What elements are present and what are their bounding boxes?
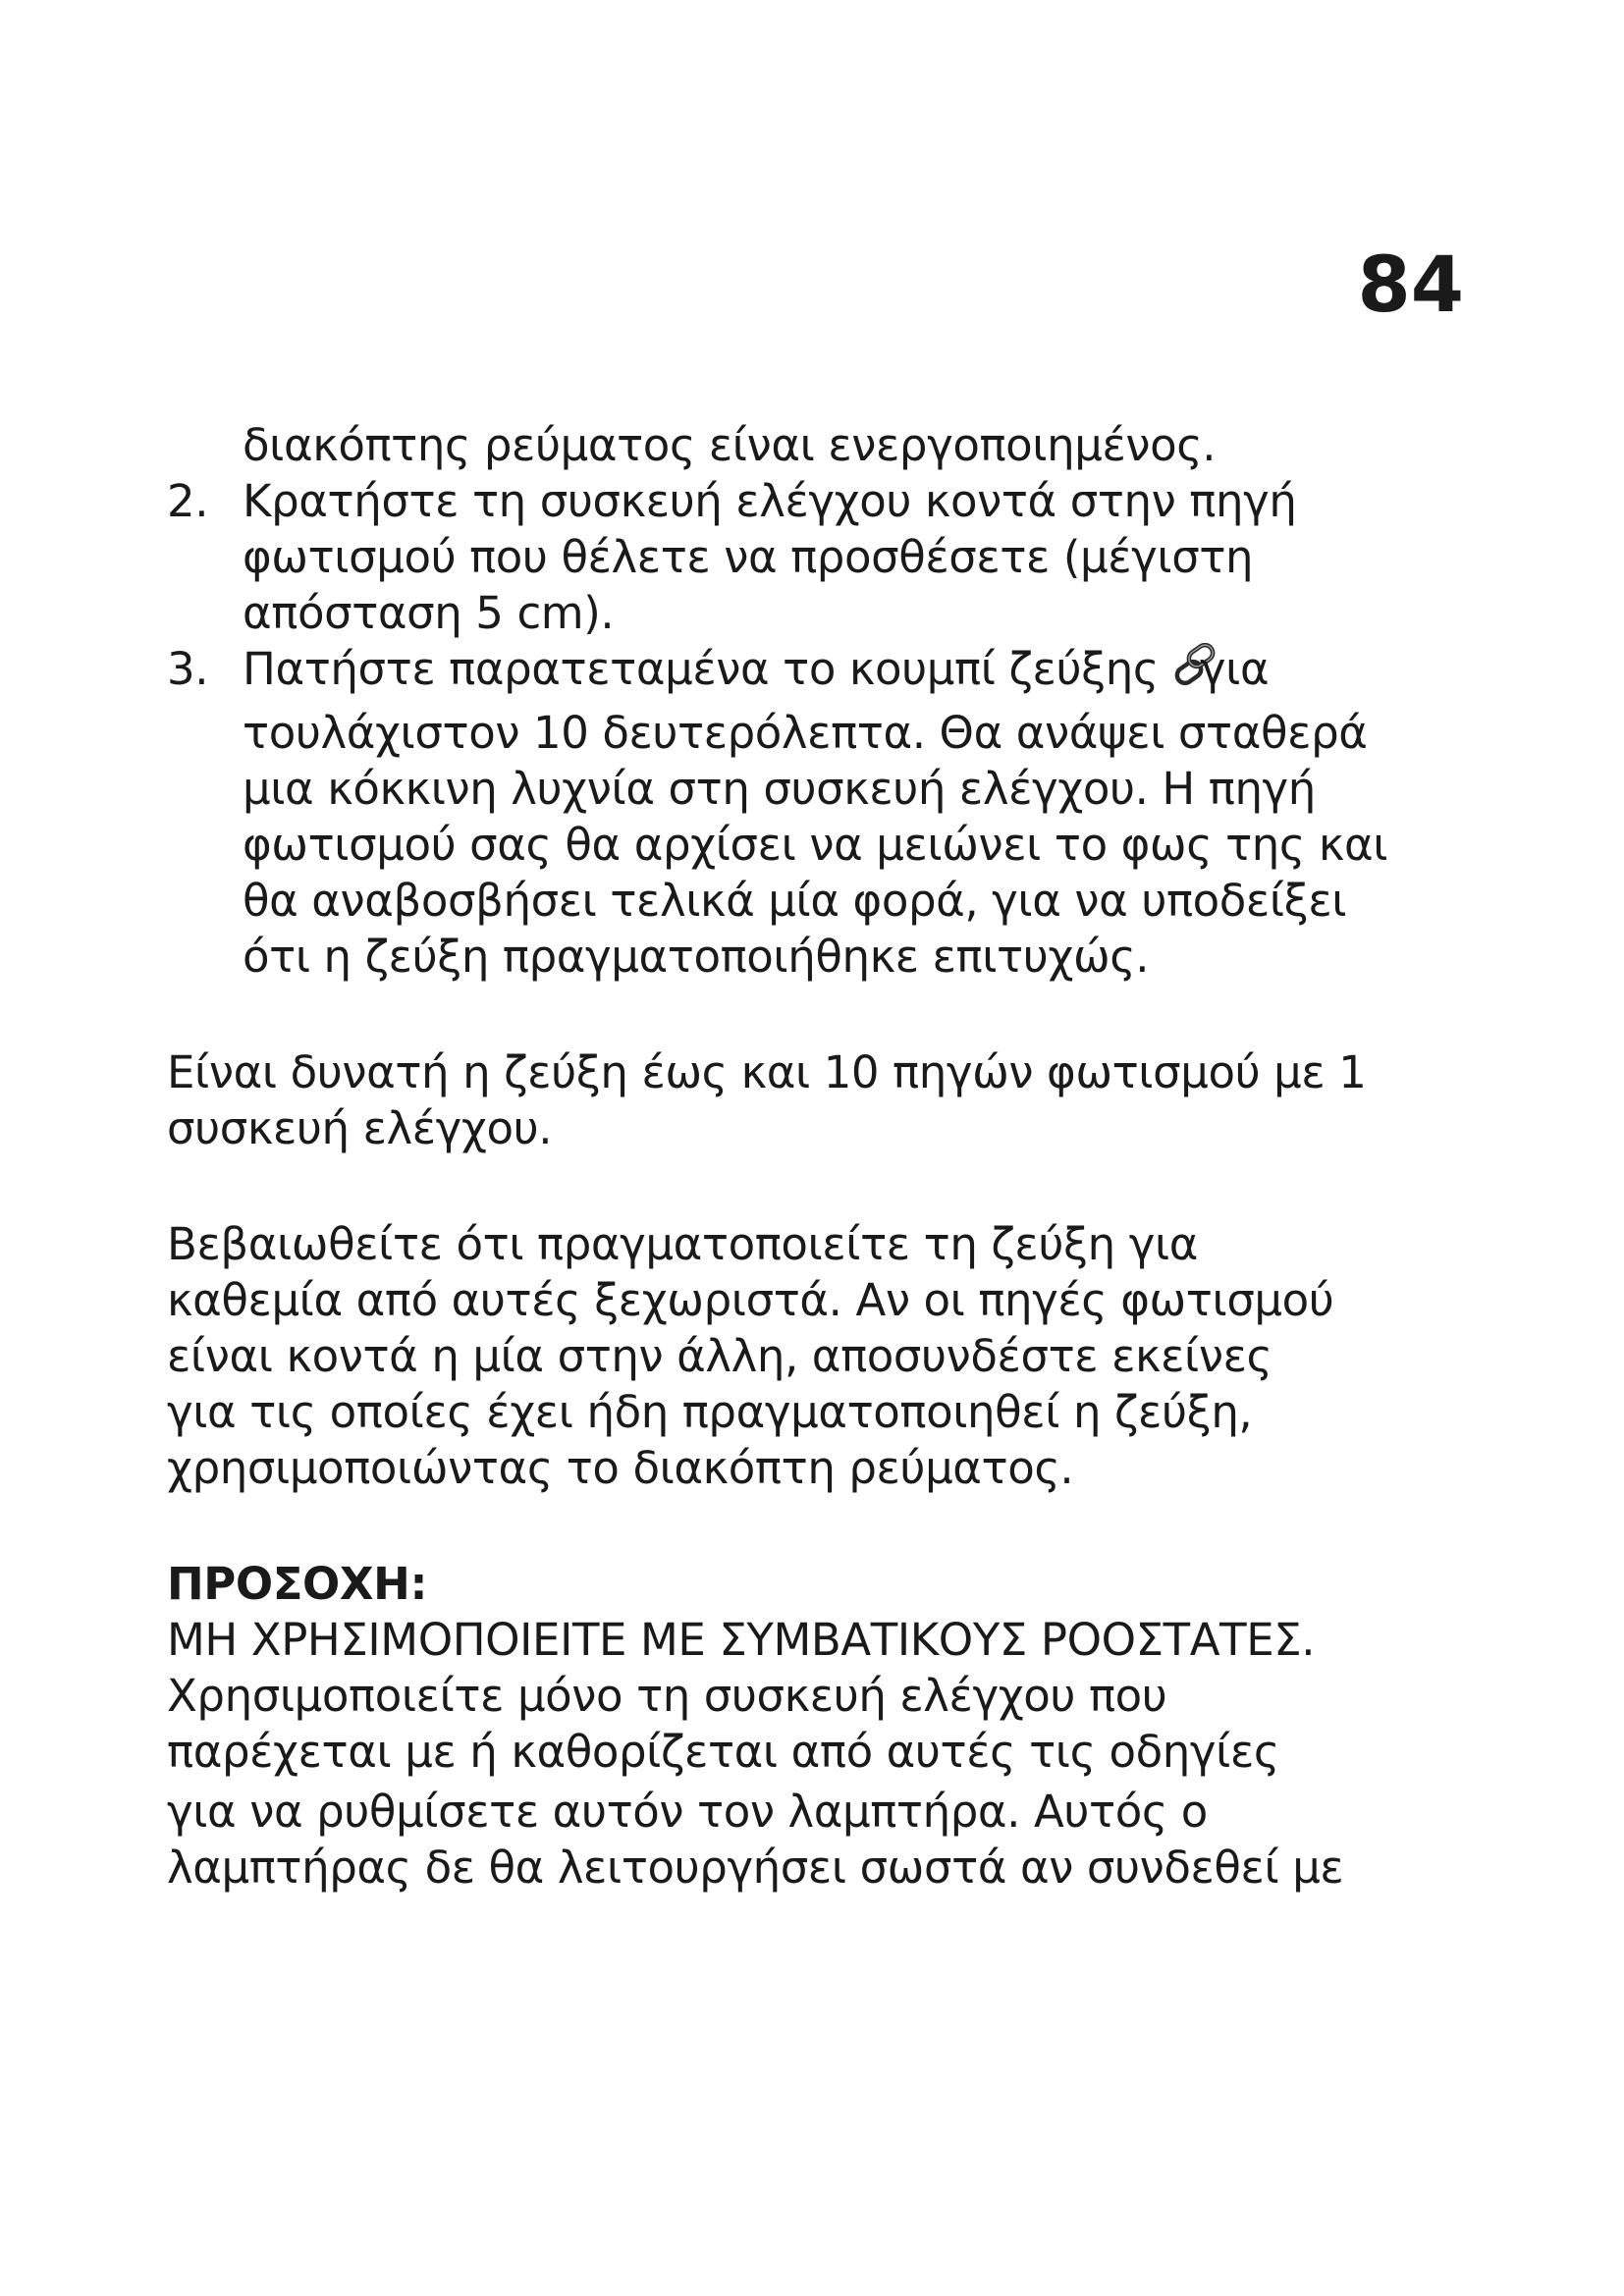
warning-line: λαμπτήρας δε θα λειτουργήσει σωστά αν συνδεθεί με [167,1842,1344,1894]
text-line: απόσταση 5 cm). [243,587,615,639]
list-number: 2. [167,475,209,527]
text-line: μια κόκκινη λυχνία στη συσκευή ελέγχου. Η πηγή [243,763,1316,815]
text-line: φωτισμού σας θα αρχίσει να μειώνει το φως της και [243,819,1388,871]
warning-section [167,1556,1483,1896]
document-body [167,417,1483,1896]
list-number: 3. [167,643,209,695]
paragraph [167,1044,1483,1156]
list-body [243,473,1483,641]
text-line: καθεμία από αυτές ξεχωριστά. Αν οι πηγές φωτισμού [167,1274,1334,1326]
text-line: για τις οποίες έχει ήδη πραγματοποιηθεί η ζεύξη, [167,1386,1253,1438]
warning-line: Χρησιμοποιείτε μόνο τη συσκευή ελέγχου που [167,1670,1167,1722]
warning-line: παρέχεται με ή καθορίζεται από αυτές τις οδηγίες [167,1726,1279,1778]
text-line: Βεβαιωθείτε ότι πραγματοποιείτε τη ζεύξη για [167,1218,1199,1270]
text-segment: Πατήστε παρατεταμένα το κουμπί ζεύξης [243,643,1159,695]
text-segment: για [1199,643,1270,695]
text-line: συσκευή ελέγχου. [167,1102,553,1154]
text-line: Κρατήστε τη συσκευή ελέγχου κοντά στην πηγή [243,475,1297,527]
list-item-step-2 [167,473,1483,641]
text-line: Είναι δυνατή η ζεύξη έως και 10 πηγών φωτισμού με 1 [167,1046,1367,1098]
text-line: είναι κοντά η μία στην άλλη, αποσυνδέστε εκείνες [167,1330,1272,1382]
list-body [243,641,1483,985]
warning-line: ΜΗ ΧΡΗΣΙΜΟΠΟΙΕΙΤΕ ΜΕ ΣΥΜΒΑΤΙΚΟΥΣ ΡΟΟΣΤΑΤΕΣ. [167,1614,1316,1666]
page-number: 84 [1357,241,1464,330]
text-line: τουλάχιστον 10 δευτερόλεπτα. Θα ανάψει σταθερά [243,707,1368,759]
text-line: φωτισμού που θέλετε να προσθέσετε (μέγιστη [243,531,1254,583]
text-line-with-icon [243,641,1483,697]
text-line: θα αναβοσβήσει τελικά μία φορά, για να υποδείξει [243,875,1347,927]
text-line: χρησιμοποιώντας το διακόπτη ρεύματος. [167,1442,1074,1494]
warning-heading: ΠΡΟΣΟΧΗ: [167,1558,428,1610]
warning-line: για να ρυθμίσετε αυτόν τον λαμπτήρα. Αυτός ο [167,1786,1208,1838]
continued-line: διακόπτης ρεύματος είναι ενεργοποιημένος. [243,419,1217,471]
text-line: ότι η ζεύξη πραγματοποιήθηκε επιτυχώς. [243,931,1150,983]
paragraph [167,1216,1483,1496]
list-item-step-3 [167,641,1483,985]
